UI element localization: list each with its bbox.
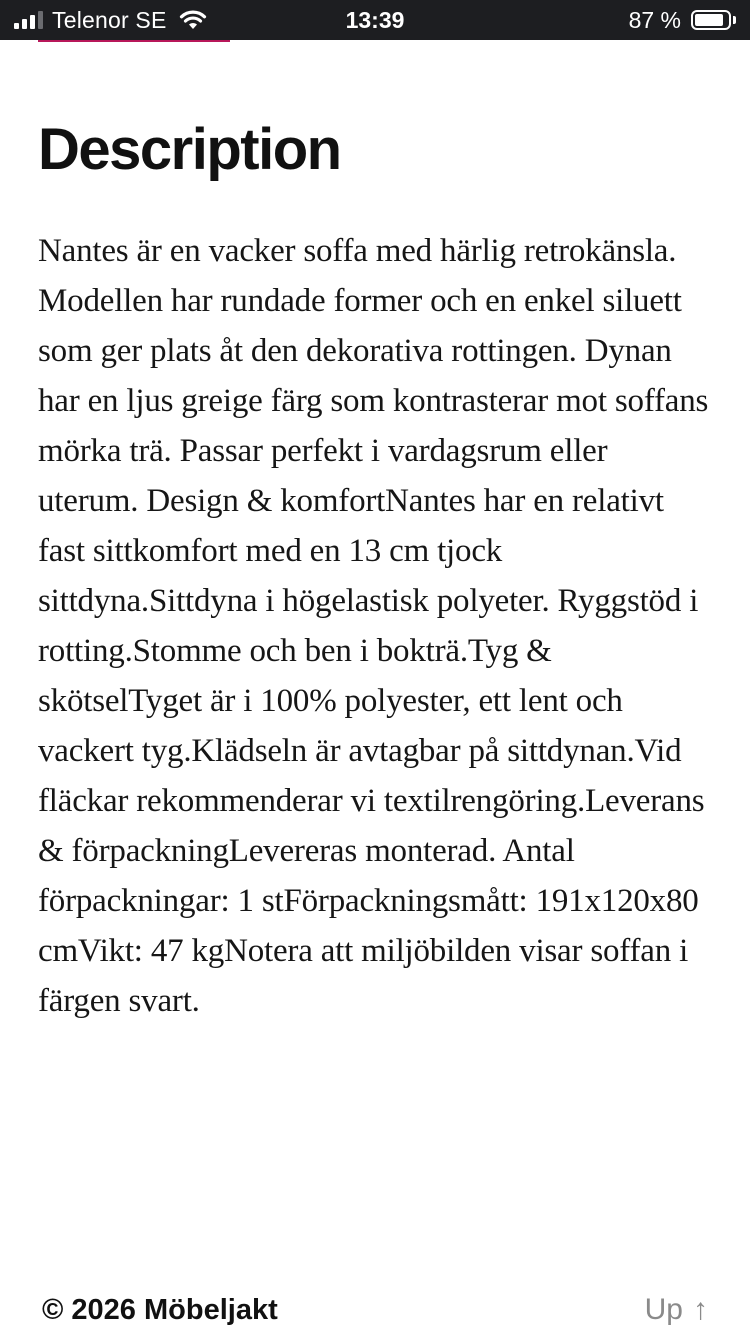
section-heading: Description [38, 117, 341, 182]
battery-icon [691, 10, 731, 30]
arrow-up-icon: ↑ [693, 1293, 708, 1326]
status-time: 13:39 [345, 7, 405, 33]
scroll-up-link[interactable] [645, 1288, 708, 1332]
status-right [629, 0, 736, 40]
battery-level-fill [695, 14, 723, 26]
carrier-name: Telenor SE [52, 6, 167, 33]
battery-cap [733, 16, 736, 24]
product-description: Nantes är en vacker soffa med härlig retrokänsla. Modellen har rundade former och en enkel siluett som ger plats åt den dekorativa rottingen. Dynan har en ljus greige färg som kontrasterar mot soffans mörka trä. Passar perfekt i vardagsrum eller uterum. Design & komfortNantes har en relativt fast sittkomfort med en 13 cm tjock sittdyna.Sittdyna i högelastisk polyeter. Ryggstöd i rotting.Stomme och ben i bokträ.Tyg & skötselTyget är i 100% polyester, ett lent och vackert tyg.Klädseln är avtagbar på sittdynan.Vid fläckar rekommenderar vi textilrengöring.Leverans & förpackningLevereras monterad. Antal förpackningar: 1 stFörpackningsmått: 191x120x80 cmVikt: 47 kgNotera att miljöbilden visar soffan i färgen svart. [38, 233, 709, 1019]
scroll-up-label: Up [644, 1293, 683, 1326]
status-bar [0, 0, 750, 40]
tab-underline-accent [38, 40, 230, 42]
battery-percentage: 87 % [628, 6, 681, 33]
copyright-text: © 2026 Möbeljakt [42, 1294, 278, 1326]
